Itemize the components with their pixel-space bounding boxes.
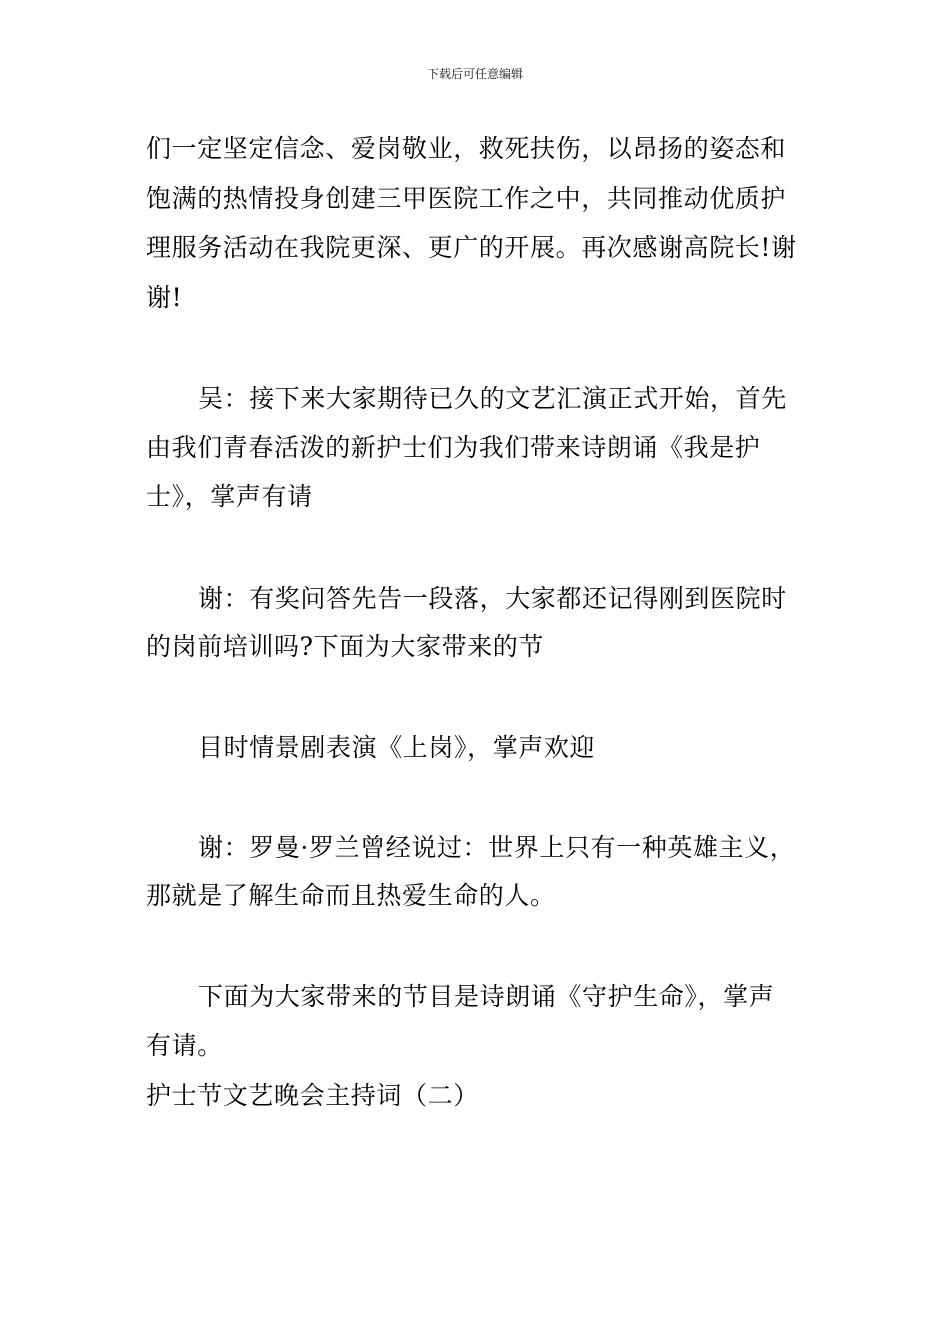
text-line: 目时情景剧表演《上岗》，掌声欢迎 bbox=[198, 733, 596, 762]
text-line: 谢：有奖问答先告一段落，大家都还记得刚到医院时 bbox=[198, 584, 787, 613]
text-line: 士》，掌声有请 bbox=[146, 482, 313, 511]
text-line: 那就是了解生命而且热爱生命的人。 bbox=[146, 881, 556, 910]
text-line: 理服务活动在我院更深、更广的开展。再次感谢高院长!谢 bbox=[146, 233, 797, 262]
text-line: 有请。 bbox=[146, 1031, 223, 1060]
text-line: 们一定坚定信念、爱岗敬业，救死扶伤，以昂扬的姿态和 bbox=[146, 134, 787, 163]
text-line: 由我们青春活泼的新护士们为我们带来诗朗诵《我是护 bbox=[146, 433, 761, 462]
text-line: 下面为大家带来的节目是诗朗诵《守护生命》，掌声 bbox=[198, 982, 775, 1011]
text-line: 谢! bbox=[146, 283, 183, 312]
text-line: 谢：罗曼·罗兰曾经说过：世界上只有一种英雄主义， bbox=[198, 833, 796, 862]
section-title: 护士节文艺晚会主持词（二） bbox=[146, 1081, 479, 1110]
text-line: 饱满的热情投身创建三甲医院工作之中，共同推动优质护 bbox=[146, 184, 787, 213]
text-line: 的岗前培训吗?下面为大家带来的节 bbox=[146, 632, 545, 661]
page-header: 下载后可任意编辑 bbox=[426, 67, 523, 81]
text-line: 吴：接下来大家期待已久的文艺汇演正式开始，首先 bbox=[198, 384, 787, 413]
